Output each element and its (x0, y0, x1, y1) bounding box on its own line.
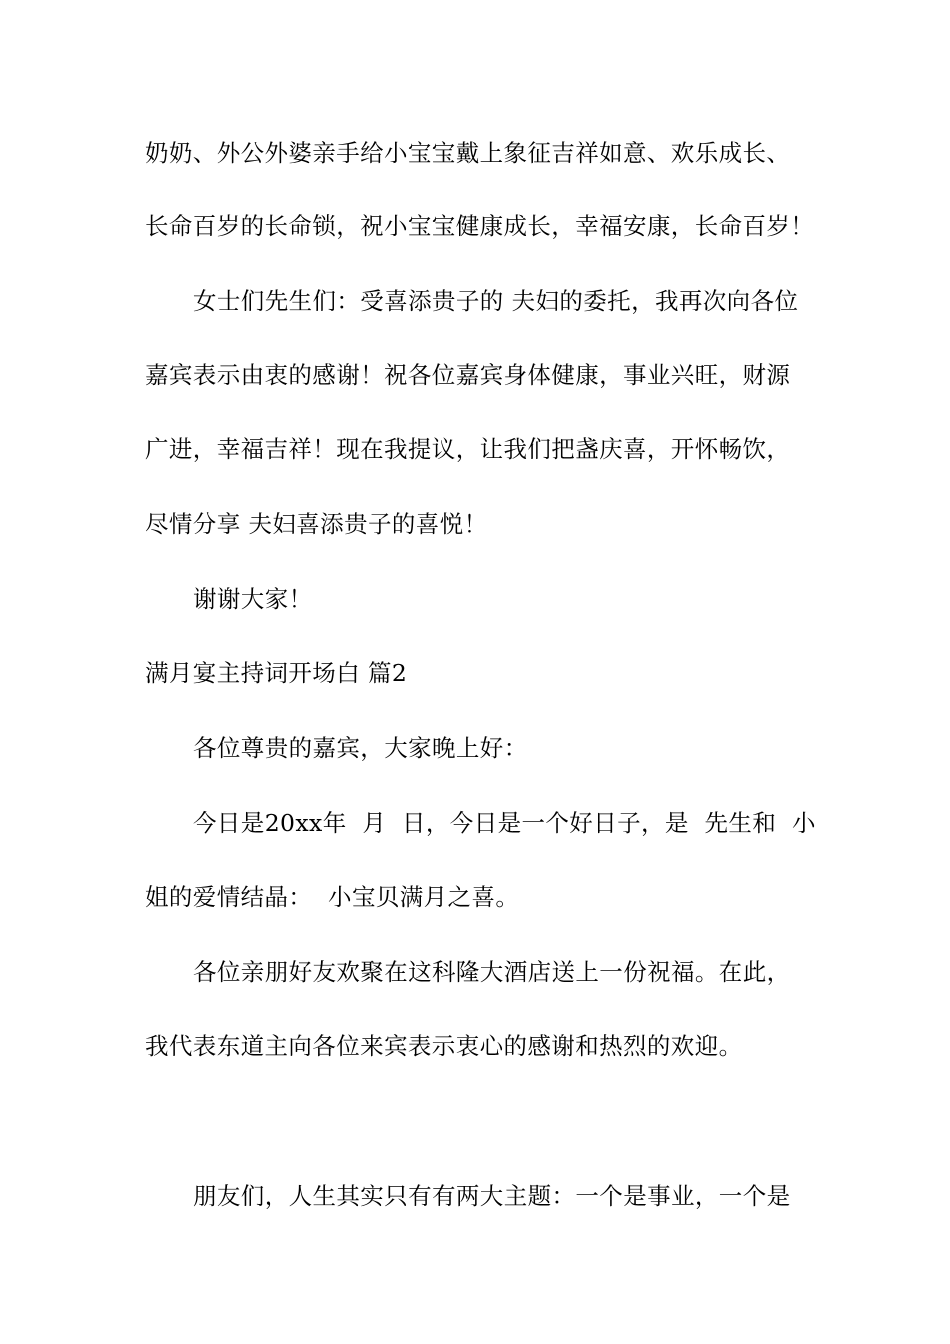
paragraph-line: 女士们先生们：受喜添贵子的 夫妇的委托，我再次向各位 (193, 287, 799, 315)
paragraph-line: 各位亲朋好友欢聚在这科隆大酒店送上一份祝福。在此， (193, 958, 791, 986)
section-heading: 满月宴主持词开场白 篇2 (145, 659, 408, 687)
paragraph-line: 嘉宾表示由衷的感谢！祝各位嘉宾身体健康，事业兴旺，财源 (145, 361, 791, 389)
paragraph-line: 广进，幸福吉祥！现在我提议，让我们把盏庆喜，开怀畅饮， (145, 435, 791, 463)
paragraph-line: 我代表东道主向各位来宾表示衷心的感谢和热烈的欢迎。 (145, 1032, 743, 1060)
paragraph-line: 今日是20xx年 月 日，今日是一个好日子，是 先生和 小 (193, 809, 816, 837)
paragraph-line: 各位尊贵的嘉宾，大家晚上好： (193, 734, 528, 762)
paragraph-line: 朋友们，人生其实只有有两大主题：一个是事业，一个是 (193, 1182, 791, 1210)
paragraph-line: 姐的爱情结晶： 小宝贝满月之喜。 (145, 883, 520, 911)
paragraph-line: 谢谢大家！ (193, 585, 313, 613)
paragraph-line: 奶奶、外公外婆亲手给小宝宝戴上象征吉祥如意、欢乐成长、 (145, 139, 791, 167)
paragraph-line: 尽情分享 夫妇喜添贵子的喜悦！ (145, 510, 488, 538)
paragraph-line: 长命百岁的长命锁，祝小宝宝健康成长，幸福安康，长命百岁！ (145, 212, 815, 240)
